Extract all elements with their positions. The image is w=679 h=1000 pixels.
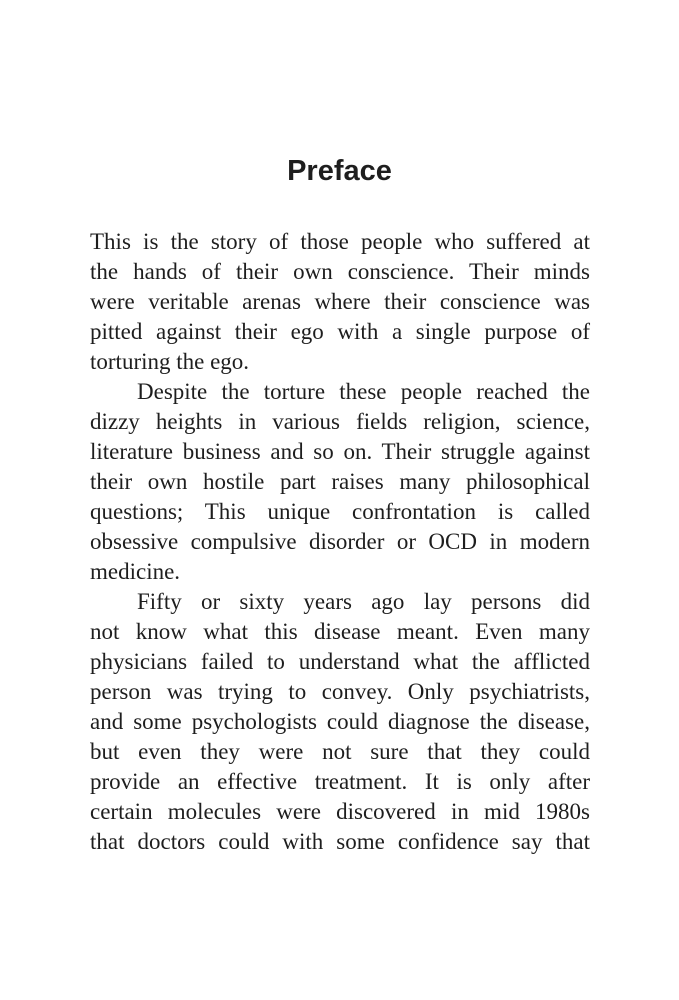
text-line: medicine. <box>90 559 181 584</box>
text-line: and some psychologists could diagnose the disease, <box>90 709 590 734</box>
text-line: their own hostile part raises many philosophical <box>90 469 590 494</box>
chapter-body <box>90 227 590 857</box>
text-line: physicians failed to understand what the afflicted <box>90 649 590 674</box>
paragraph-3 <box>90 587 590 857</box>
text-line: obsessive compulsive disorder or OCD in modern <box>90 529 590 554</box>
text-line: the hands of their own conscience. Their minds <box>90 259 590 284</box>
text-line: but even they were not sure that they could <box>90 739 590 764</box>
paragraph-1 <box>90 227 590 377</box>
text-line: Despite the torture these people reached the <box>137 379 590 404</box>
text-line: provide an effective treatment. It is only after <box>90 769 590 794</box>
text-line: not know what this disease meant. Even many <box>90 619 590 644</box>
text-line: torturing the ego. <box>90 349 250 374</box>
text-line: that doctors could with some confidence say that <box>90 829 590 854</box>
paragraph-2 <box>90 377 590 587</box>
text-line: This is the story of those people who suffered at <box>90 229 590 254</box>
text-line: dizzy heights in various fields religion, science, <box>90 409 590 434</box>
text-line: certain molecules were discovered in mid 1980s <box>90 799 590 824</box>
text-line: were veritable arenas where their conscience was <box>90 289 590 314</box>
text-line: Fifty or sixty years ago lay persons did <box>137 589 590 614</box>
text-line: questions; This unique confrontation is called <box>90 499 590 524</box>
text-line: literature business and so on. Their struggle against <box>90 439 590 464</box>
chapter-title: Preface <box>287 155 392 187</box>
text-line: pitted against their ego with a single purpose of <box>90 319 590 344</box>
text-line: person was trying to convey. Only psychiatrists, <box>90 679 590 704</box>
